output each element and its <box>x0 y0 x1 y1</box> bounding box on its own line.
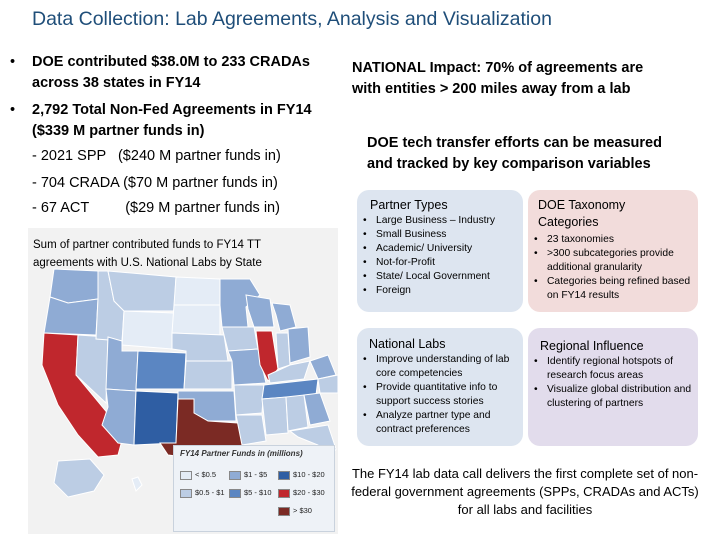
partner-types-box <box>357 190 523 312</box>
measurement-line2: and tracked by key comparison variables <box>367 156 651 172</box>
state-iowa <box>222 327 258 351</box>
measurement-statement <box>367 133 662 175</box>
taxonomy-title <box>538 197 625 231</box>
legend-item: < $0.5 <box>180 470 216 480</box>
list-item: • Analyze partner type and contract preferences <box>361 409 521 437</box>
list-item: • Visualize global distribution and clustering of partners <box>532 383 696 411</box>
sub-crada: - 704 CRADA ($70 M partner funds in) <box>32 175 278 191</box>
list-item: • Academic/ University <box>361 242 521 256</box>
taxonomy-title-line1: DOE Taxonomy <box>538 198 626 212</box>
bullet-cradas-line1: DOE contributed $38.0M to 233 CRADAs <box>32 54 310 70</box>
sub-act: - 67 ACT ($29 M partner funds in) <box>32 200 280 216</box>
legend-swatch <box>229 471 241 480</box>
state-alaska <box>54 459 104 497</box>
list-item: • Categories being refined based on FY14 results <box>532 275 696 303</box>
list-item: • Small Business <box>361 228 521 242</box>
list-item: • >300 subcategories provide additional granularity <box>532 247 696 275</box>
national-labs-box <box>357 328 523 446</box>
state-oregon <box>44 297 98 335</box>
state-new-mexico <box>134 391 178 445</box>
national-impact-line1: NATIONAL Impact: 70% of agreements are <box>352 60 644 76</box>
bullet-total-line2: ($339 M partner funds in) <box>32 123 205 139</box>
page-title: Data Collection: Lab Agreements, Analysis and Visualization <box>32 8 552 30</box>
state-montana <box>108 271 176 311</box>
list-item: • Not-for-Profit <box>361 256 521 270</box>
state-colorado <box>136 351 186 389</box>
state-indiana <box>276 333 290 369</box>
legend-item: $1 - $5 <box>229 470 267 480</box>
taxonomy-title-line2: Categories <box>538 215 599 229</box>
state-georgia <box>304 393 330 425</box>
bullet-icon: • <box>10 102 16 118</box>
legend-item: $5 - $10 <box>229 488 272 498</box>
taxonomy-list <box>532 233 696 303</box>
list-item: • Foreign <box>361 284 521 298</box>
regional-influence-box <box>528 328 698 446</box>
legend-swatch <box>278 489 290 498</box>
national-labs-title: National Labs <box>369 337 446 351</box>
legend-swatch <box>180 471 192 480</box>
legend-item: > $30 <box>278 506 312 516</box>
sub-spp: - 2021 SPP ($240 M partner funds in) <box>32 148 281 164</box>
measurement-line1: DOE tech transfer efforts can be measured <box>367 135 662 151</box>
legend-item: $10 - $20 <box>278 470 325 480</box>
bullet-cradas <box>10 52 310 94</box>
state-ohio <box>288 327 310 363</box>
bullet-cradas-line2: across 38 states in FY14 <box>32 75 201 91</box>
list-item: • Large Business – Industry <box>361 214 521 228</box>
bullet-icon: • <box>10 54 16 70</box>
legend-swatch <box>278 471 290 480</box>
legend-swatch <box>229 489 241 498</box>
legend-title: FY14 Partner Funds in (millions) <box>180 449 303 458</box>
legend-swatch <box>180 489 192 498</box>
bullet-total <box>10 100 312 142</box>
bullet-total-line1: 2,792 Total Non-Fed Agreements in FY14 <box>32 102 312 118</box>
legend-swatch <box>278 507 290 516</box>
list-item: • Identify regional hotspots of research focus areas <box>532 355 696 383</box>
legend-item: $20 - $30 <box>278 488 325 498</box>
footer-note: The FY14 lab data call delivers the first complete set of non-federal government agreements (SPPs, CRADAs and ACTs) for all labs and facilities <box>351 466 699 517</box>
regional-influence-list <box>532 355 696 411</box>
taxonomy-box <box>528 190 698 312</box>
state-washington <box>50 269 98 303</box>
partner-types-list <box>361 214 521 297</box>
list-item: • Improve understanding of lab core competencies <box>361 353 521 381</box>
state-virginia <box>310 355 336 379</box>
state-wyoming <box>122 311 174 349</box>
map-legend <box>173 445 335 532</box>
state-wisconsin <box>246 295 274 327</box>
national-impact <box>352 58 643 100</box>
state-michigan <box>272 303 296 331</box>
state-north-dakota <box>174 277 220 305</box>
map-caption: Sum of partner contributed funds to FY14 TT agreements with U.S. National Labs by State <box>33 239 262 269</box>
state-arkansas <box>234 385 264 415</box>
list-item: • Provide quantitative info to support success stories <box>361 381 521 409</box>
state-south-dakota <box>172 305 220 335</box>
legend-item: $0.5 - $1 <box>180 488 225 498</box>
partner-types-title: Partner Types <box>370 198 448 212</box>
state-mississippi <box>262 397 288 435</box>
list-item: • State/ Local Government <box>361 270 521 284</box>
national-labs-list <box>361 353 521 436</box>
national-impact-line2: with entities > 200 miles away from a lab <box>352 81 631 97</box>
state-hawaii <box>132 477 142 491</box>
regional-influence-title: Regional Influence <box>540 339 644 353</box>
list-item: • 23 taxonomies <box>532 233 696 247</box>
state-kansas <box>184 361 232 389</box>
